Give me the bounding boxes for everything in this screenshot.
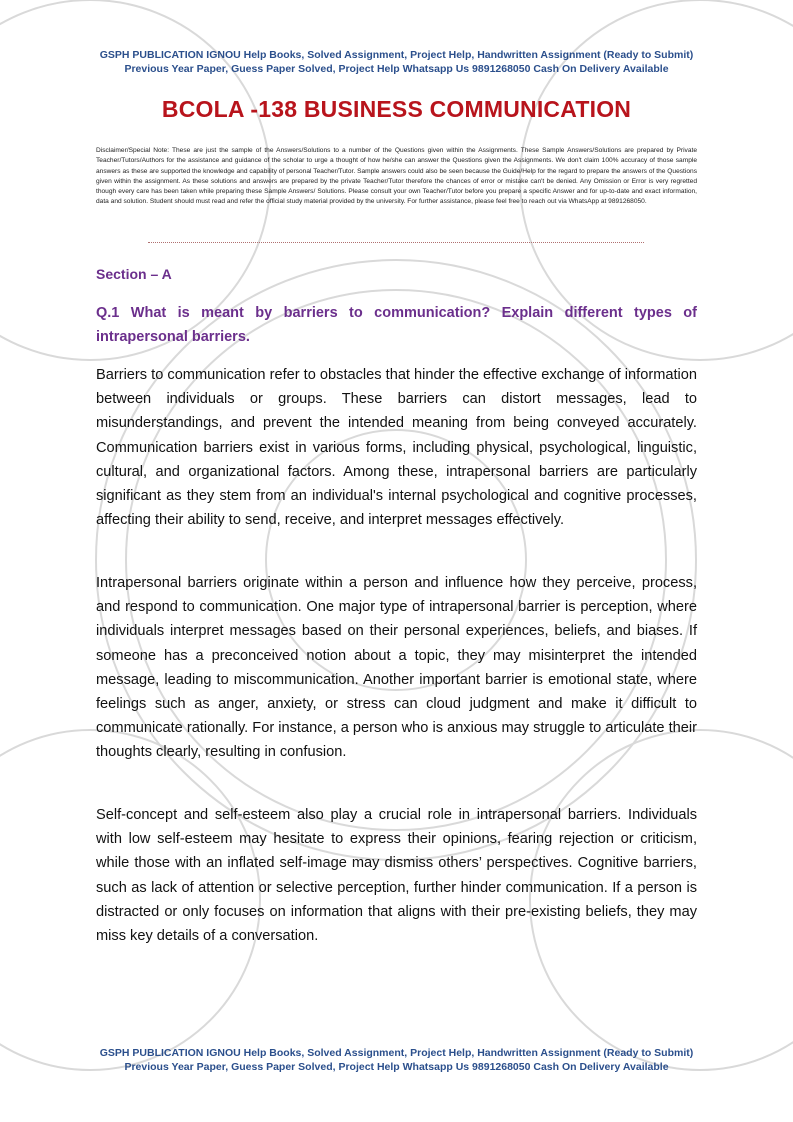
disclaimer-note: Disclaimer/Special Note: These are just the sample of the Answers/Solutions to a number of the Questions given within the Assignments. These Sample Answers/Solutions are prepared by Private Teacher/Tutors/Authors for the assistance and guidance of the scholar to urge a thought of how he/she can answer the Questions given the Assignments. We don't claim 100% accuracy of those sample answers as these are supported the knowledge and capability of personal Teacher/Tutor. Sample answers could also be seen because the Guide/Help for the regard to prepare the answers of the Questions given within the assignment. As these solutions and answers are prepared by the private Teacher/Tutor therefore the chances of error or mistake can't be denied. Any Omission or Error is very regretted though every care has been taken while preparing these Sample Answers/ Solutions. Please consult your own Teacher/Tutor before you prepare a specific Answer and for up-to-date and exact information, data and solution. Student should must read and refer the official study material provided by the university. For further assistance, please feel free to reach out via WhatsApp at 9891268050. [96,147,697,206]
document-title: BCOLA -138 BUSINESS COMMUNICATION [161,96,632,122]
body-paragraph-1: Barriers to communication refer to obstacles that hinder the effective exchange of information between individuals or groups. These barriers can distort messages, lead to misunderstandings, and prevent the intended meaning from being conveyed accurately. Communication barriers exist in various forms, including physical, psychological, linguistic, cultural, and organizational factors. Among these, intrapersonal barriers are particularly significant as they stem from an individual's internal psychological and cognitive processes, affecting their ability to send, receive, and interpret messages effectively. [96,367,697,529]
header-line-1: GSPH PUBLICATION IGNOU Help Books, Solved Assignment, Project Help, Handwritten Assignment (Ready to Submit) [99,49,694,61]
divider [148,242,644,243]
section-heading: Section – A [96,266,172,282]
question-heading: Q.1 What is meant by barriers to communication? Explain different types of intrapersonal barriers. [96,305,697,345]
footer-line-1: GSPH PUBLICATION IGNOU Help Books, Solved Assignment, Project Help, Handwritten Assignment (Ready to Submit) [99,1047,694,1059]
page-footer [40,1046,753,1074]
page-header [40,48,753,76]
footer-line-2: Previous Year Paper, Guess Paper Solved, Project Help Whatsapp Us 9891268050 Cash On Delivery Available [124,1061,669,1073]
body-paragraph-2: Intrapersonal barriers originate within a person and influence how they perceive, process, and respond to communication. One major type of intrapersonal barrier is perception, where individuals interpret messages based on their personal experiences, beliefs, and biases. If someone has a preconceived notion about a topic, they may misinterpret the intended message, leading to miscommunication. Another important barrier is emotional state, where feelings such as anger, anxiety, or stress can cloud judgment and make it difficult to communicate rationally. For instance, a person who is anxious may struggle to articulate their thoughts clearly, resulting in confusion. [96,575,697,761]
body-paragraph-3: Self-concept and self-esteem also play a crucial role in intrapersonal barriers. Individuals with low self-esteem may hesitate to express their opinions, fearing rejection or criticism, while those with an inflated self-image may dismiss others’ perspectives. Cognitive barriers, such as lack of attention or selective perception, further hinder communication. If a person is distracted or only focuses on information that aligns with their pre-existing beliefs, they may miss key details of a conversation. [96,807,697,945]
header-line-2: Previous Year Paper, Guess Paper Solved, Project Help Whatsapp Us 9891268050 Cash On Delivery Available [124,63,669,75]
